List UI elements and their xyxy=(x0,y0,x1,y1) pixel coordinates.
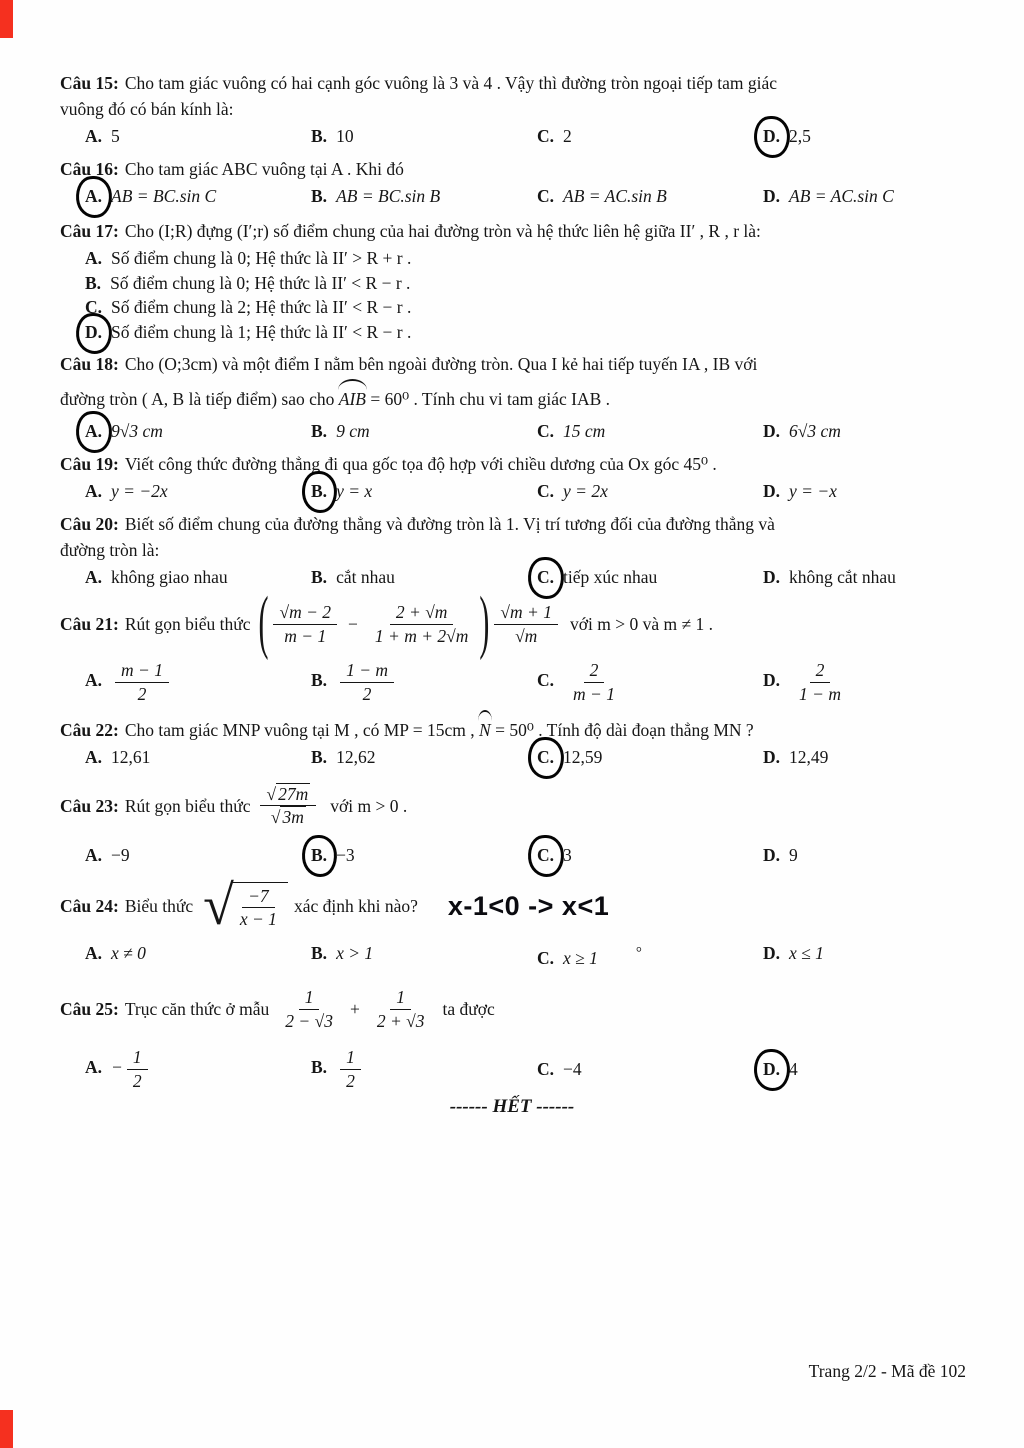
option-d xyxy=(763,123,966,149)
option-letter: A. xyxy=(85,943,103,964)
question-text-line2: đường tròn là: xyxy=(60,540,160,560)
option-value: 5 xyxy=(111,126,120,146)
option-d xyxy=(763,183,966,209)
option-value: AB = AC.sin C xyxy=(789,186,894,206)
fraction-1 xyxy=(273,602,337,646)
denominator: 2 + √3 xyxy=(376,1010,425,1031)
question-21 xyxy=(60,584,966,705)
question-24 xyxy=(60,874,966,971)
option-d xyxy=(763,478,966,504)
question-text: Cho (I;R) đựng (I′;r) số điểm chung của hai đường tròn và hệ thức liên hệ giữa II′ , R , r là: xyxy=(124,221,761,241)
option-b xyxy=(311,418,537,444)
option-value: 15 cm xyxy=(563,421,606,441)
question-label: Câu 19: xyxy=(60,454,119,474)
option-letter: C. xyxy=(537,126,555,146)
option-letter: D. xyxy=(763,844,781,865)
option-c xyxy=(537,123,763,149)
option-value: không cắt nhau xyxy=(789,567,896,587)
option-letter: C. xyxy=(537,670,555,691)
option-value: 12,49 xyxy=(789,746,829,767)
option-letter: B. xyxy=(311,1057,328,1078)
option-letter: D. xyxy=(763,670,781,691)
fraction-1 xyxy=(279,987,339,1031)
option-b xyxy=(311,1047,537,1091)
option-letter: B. xyxy=(311,421,328,441)
option-value: Số điểm chung là 1; Hệ thức là II′ < R − r . xyxy=(111,321,412,342)
stray-degree-mark: ° xyxy=(635,945,642,962)
option-b xyxy=(311,842,537,868)
red-scan-artifact-top-left xyxy=(0,0,13,38)
options-list xyxy=(60,246,966,344)
angle-hat: AIB xyxy=(339,386,366,412)
denominator: m − 1 xyxy=(284,625,327,646)
question-text: Cho tam giác vuông có hai cạnh góc vuông là 3 và 4 . Vậy thì đường tròn ngoại tiếp tam giác xyxy=(124,73,777,93)
option-d xyxy=(763,842,966,868)
radical-expression: √ $\frac{-7}{x - 1}$ xyxy=(203,882,288,930)
radical-sign: √ xyxy=(266,783,277,804)
option-c xyxy=(537,564,763,590)
question-17 xyxy=(60,216,966,344)
option-b xyxy=(85,271,966,296)
denominator: m − 1 xyxy=(573,683,615,704)
option-value: 12,59 xyxy=(563,746,603,767)
option-value: AB = AC.sin B xyxy=(563,186,667,206)
numerator: √m + 1 xyxy=(494,602,558,625)
option-letter: D. xyxy=(763,186,781,206)
option-value: 12,61 xyxy=(111,746,151,767)
option-c xyxy=(85,295,966,320)
question-22 xyxy=(60,717,966,770)
option-value: 12,62 xyxy=(336,746,376,767)
option-value: −9 xyxy=(111,844,130,865)
option-value: 10 xyxy=(336,126,354,146)
option-d xyxy=(85,320,966,345)
question-text: Cho (O;3cm) và một điểm I nằm bên ngoài đường tròn. Qua I kẻ hai tiếp tuyến IA , IB với xyxy=(124,354,758,374)
question-text-tail: xác định khi nào? xyxy=(293,895,418,916)
option-a xyxy=(85,564,311,590)
option-letter-circled: D. xyxy=(85,320,102,345)
option-b xyxy=(311,564,537,590)
numerator: √m − 2 xyxy=(273,602,337,625)
option-letter: C. xyxy=(537,1059,555,1080)
question-label: Câu 25: xyxy=(60,999,119,1020)
option-b xyxy=(311,183,537,209)
fraction-2 xyxy=(371,987,431,1031)
page-number-footer: Trang 2/2 - Mã đề 102 xyxy=(808,1361,966,1381)
fraction-3 xyxy=(494,602,558,646)
formula-row: Câu 21: Rút gọn biểu thức ( $\frac{√m - 2}{m - 1}$ − $\frac{2 + √m}{1 + m + 2√m}$ ) $\frac{√m + 1}{√m}$ với m > 0 và m ≠ 1 . xyxy=(60,584,713,662)
option-d xyxy=(763,564,966,590)
question-text-line xyxy=(60,717,966,743)
option-a xyxy=(85,1047,311,1091)
option-letter: C. xyxy=(85,297,103,317)
option-value: 4 xyxy=(789,1059,798,1080)
question-text-tail: ta được xyxy=(442,999,495,1020)
option-value: AB = BC.sin C xyxy=(111,186,217,206)
formula-row xyxy=(60,874,966,937)
option-letter: D. xyxy=(763,943,781,964)
formula-row xyxy=(60,784,966,828)
option-value: −3 xyxy=(336,844,355,865)
option-letter: C. xyxy=(537,481,555,501)
text-segment: đường tròn ( A, B là tiếp điểm) sao cho xyxy=(60,389,339,409)
end-of-test-marker: ------ HẾT ------ xyxy=(449,1096,575,1117)
option-fraction xyxy=(567,660,621,704)
option-letter: D. xyxy=(763,567,781,587)
typed-annotation: x-1<0 -> x<1 xyxy=(447,890,610,921)
angle-hat: N xyxy=(479,717,491,743)
question-label: Câu 24: xyxy=(60,895,119,916)
option-value: −4 xyxy=(563,1059,582,1080)
option-b xyxy=(311,123,537,149)
text-segment: Cho tam giác MNP vuông tại M , có MP = 15cm , xyxy=(124,719,480,740)
option-letter: B. xyxy=(311,943,328,964)
radicand xyxy=(231,882,288,930)
option-value: tiếp xúc nhau xyxy=(563,567,658,587)
operator-plus: + xyxy=(349,999,360,1020)
option-d xyxy=(763,940,966,971)
numerator: 1 xyxy=(340,1047,361,1070)
question-text-line2: vuông đó có bán kính là: xyxy=(60,99,234,119)
condition-text: với m > 0 . xyxy=(330,795,408,816)
option-value: x > 1 xyxy=(336,943,374,964)
question-label: Câu 21: xyxy=(60,614,119,635)
option-value: y = −x xyxy=(789,481,837,501)
option-letter-circled: D. xyxy=(763,123,780,149)
options-row xyxy=(60,123,966,149)
option-value: 9 xyxy=(789,844,798,865)
numerator: 2 xyxy=(584,660,605,683)
question-23 xyxy=(60,784,966,868)
option-letter: D. xyxy=(763,481,781,501)
denominator: 1 + m + 2√m xyxy=(374,625,469,646)
text-segment: = 60⁰ . Tính chu vi tam giác IAB . xyxy=(365,389,611,409)
option-fraction xyxy=(793,660,847,704)
red-scan-artifact-bottom-left xyxy=(0,1410,13,1448)
fraction-2 xyxy=(369,602,475,646)
question-label: Câu 17: xyxy=(60,221,119,241)
option-value: 9 cm xyxy=(336,421,370,441)
option-d xyxy=(763,660,966,704)
options-row xyxy=(60,1047,966,1091)
option-a xyxy=(85,940,311,971)
question-text: Cho tam giác ABC vuông tại A . Khi đó xyxy=(124,159,404,179)
option-letter: D. xyxy=(763,746,781,767)
condition-text: với m > 0 và m ≠ 1 . xyxy=(569,614,713,635)
option-letter: D. xyxy=(763,421,781,441)
option-letter-circled: B. xyxy=(311,842,327,868)
option-c xyxy=(537,940,763,971)
option-letter: A. xyxy=(85,481,103,501)
question-20 xyxy=(60,511,966,590)
options-row xyxy=(60,842,966,868)
numerator: 1 xyxy=(299,987,320,1010)
radicand: 3m xyxy=(282,807,304,828)
options-row xyxy=(60,564,966,590)
option-letter: B. xyxy=(311,186,328,206)
option-d xyxy=(763,744,966,770)
question-label: Câu 20: xyxy=(60,514,119,534)
question-label: Câu 22: xyxy=(60,719,119,740)
text-segment: = 50⁰ . Tính độ dài đoạn thẳng MN ? xyxy=(490,719,754,740)
option-value: cắt nhau xyxy=(336,567,395,587)
option-value: y = 2x xyxy=(563,481,608,501)
numerator: 2 xyxy=(810,660,831,683)
option-a xyxy=(85,478,311,504)
option-a xyxy=(85,744,311,770)
options-row xyxy=(60,478,966,504)
numerator: m − 1 xyxy=(115,660,169,683)
option-b xyxy=(311,660,537,704)
options-row xyxy=(60,418,966,444)
option-b xyxy=(311,478,537,504)
option-value: 9√3 cm xyxy=(111,421,163,441)
exam-page-content xyxy=(60,70,966,1099)
option-letter: A. xyxy=(85,248,103,268)
option-a xyxy=(85,418,311,444)
question-label: Câu 18: xyxy=(60,354,119,374)
option-a xyxy=(85,183,311,209)
option-c xyxy=(537,183,763,209)
option-a xyxy=(85,660,311,704)
option-letter: A. xyxy=(85,567,103,587)
option-value: 3 xyxy=(563,844,572,865)
option-letter: C. xyxy=(537,947,555,968)
denominator: 2 xyxy=(362,683,372,704)
numerator: −7 xyxy=(242,886,275,909)
formula-row xyxy=(60,987,966,1031)
option-letter: A. xyxy=(85,670,103,691)
option-letter: A. xyxy=(85,126,103,146)
question-text: Rút gọn biểu thức xyxy=(124,795,251,816)
option-letter: B. xyxy=(311,126,328,146)
options-row xyxy=(60,660,966,704)
option-letter-circled: D. xyxy=(763,1056,780,1082)
denominator xyxy=(265,806,312,828)
option-value: 6√3 cm xyxy=(789,421,841,441)
option-c xyxy=(537,744,763,770)
numerator: 1 xyxy=(127,1047,148,1070)
option-letter: C. xyxy=(537,186,555,206)
question-text: Biết số điểm chung của đường thẳng và đường tròn là 1. Vị trí tương đối của đường thẳng và xyxy=(124,514,775,534)
question-text: Rút gọn biểu thức xyxy=(124,614,251,635)
question-label: Câu 15: xyxy=(60,73,119,93)
options-row xyxy=(60,940,966,971)
option-value: 2 xyxy=(563,126,572,146)
option-letter: B. xyxy=(311,670,328,691)
option-b xyxy=(311,744,537,770)
question-16 xyxy=(60,156,966,209)
radical-fraction xyxy=(260,784,316,828)
denominator: 2 xyxy=(346,1070,355,1091)
question-text: Biểu thức xyxy=(124,895,194,916)
option-value: Số điểm chung là 0; Hệ thức là II′ > R + r . xyxy=(111,248,412,268)
option-value: x ≤ 1 xyxy=(789,943,824,964)
option-c xyxy=(537,842,763,868)
option-c xyxy=(537,418,763,444)
option-value: x ≥ 1 xyxy=(563,947,598,968)
question-15 xyxy=(60,70,966,149)
option-value: 2,5 xyxy=(789,126,811,146)
option-value: Số điểm chung là 0; Hệ thức là II′ < R − r . xyxy=(110,272,411,293)
question-text: Viết công thức đường thẳng đi qua gốc tọa độ hợp với chiều dương của Ox góc 45⁰ . xyxy=(124,454,717,474)
denominator: 1 − m xyxy=(799,683,841,704)
option-fraction xyxy=(115,660,169,704)
question-19 xyxy=(60,451,966,504)
option-value: x ≠ 0 xyxy=(111,943,146,964)
question-label: Câu 23: xyxy=(60,795,119,816)
options-row xyxy=(60,183,966,209)
question-text: Trục căn thức ở mẫu xyxy=(124,999,270,1020)
minus-sign: − xyxy=(111,1057,123,1078)
option-c xyxy=(537,478,763,504)
radicand: 27m xyxy=(278,783,309,804)
operator-minus: − xyxy=(348,614,358,635)
option-value: không giao nhau xyxy=(111,567,228,587)
numerator: 1 − m xyxy=(340,660,394,683)
option-letter: C. xyxy=(537,421,555,441)
option-d xyxy=(763,1056,966,1082)
option-a xyxy=(85,246,966,271)
option-letter-circled: C. xyxy=(537,842,554,868)
option-letter: A. xyxy=(85,746,103,767)
option-letter-circled: C. xyxy=(537,564,554,590)
denominator: 2 xyxy=(132,1070,142,1091)
question-25 xyxy=(60,987,966,1092)
option-letter: A. xyxy=(85,1057,103,1078)
option-value: y = −2x xyxy=(111,481,168,501)
option-letter-circled: B. xyxy=(311,478,327,504)
option-c xyxy=(537,1056,763,1082)
option-letter: B. xyxy=(311,746,328,767)
option-letter-circled: A. xyxy=(85,418,102,444)
denominator: 2 − √3 xyxy=(285,1010,333,1031)
denominator: 2 xyxy=(137,683,147,704)
radical-sign: √ xyxy=(270,807,281,828)
question-text-line2 xyxy=(60,386,966,412)
options-row xyxy=(60,744,966,770)
question-label: Câu 16: xyxy=(60,159,119,179)
option-value: AB = BC.sin B xyxy=(336,186,441,206)
option-fraction xyxy=(127,1047,148,1091)
option-a xyxy=(85,123,311,149)
option-d xyxy=(763,418,966,444)
option-b xyxy=(311,940,537,971)
option-fraction xyxy=(340,660,394,704)
numerator: 1 xyxy=(390,987,411,1010)
option-value: Số điểm chung là 2; Hệ thức là II′ < R − r . xyxy=(111,297,412,317)
option-letter: A. xyxy=(85,844,103,865)
option-letter: B. xyxy=(311,567,328,587)
option-value: y = x xyxy=(336,481,373,501)
option-letter: B. xyxy=(85,272,102,293)
question-18 xyxy=(60,351,966,444)
option-c xyxy=(537,660,763,704)
option-fraction xyxy=(340,1047,361,1091)
option-letter-circled: A. xyxy=(85,183,102,209)
numerator xyxy=(260,784,316,807)
option-a xyxy=(85,842,311,868)
denominator: x − 1 xyxy=(239,909,277,930)
numerator: 2 + √m xyxy=(390,602,454,625)
option-letter-circled: C. xyxy=(537,744,554,770)
denominator: √m xyxy=(515,625,538,646)
